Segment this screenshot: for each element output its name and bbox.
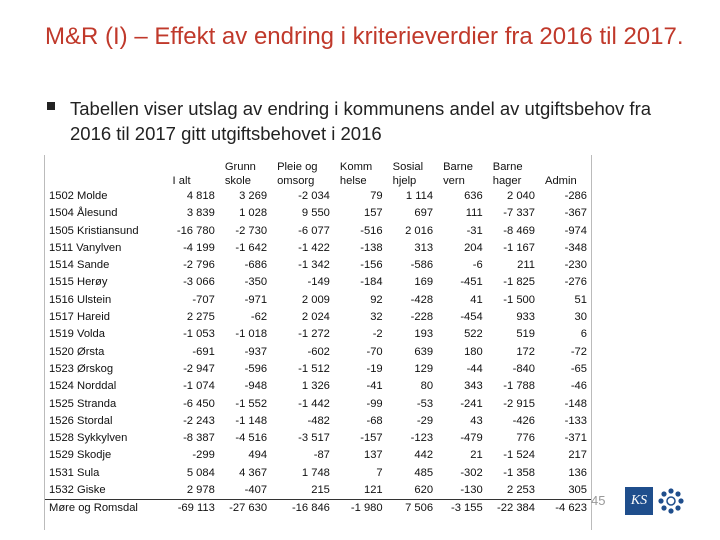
value-cell: 1 748: [301, 466, 330, 479]
value-cell: -1 788: [503, 380, 535, 393]
column-header-line1: Barne: [443, 161, 473, 173]
value-cell: -479: [460, 432, 483, 445]
value-cell: 4 818: [186, 190, 215, 202]
column-header-line2: skole: [224, 175, 251, 187]
value-cell: -948: [244, 380, 268, 393]
value-cell: -4 623: [539, 500, 591, 518]
value-cell: 639: [414, 345, 434, 358]
value-cell: -1 512: [298, 362, 330, 375]
municipality-name-cell: 1526 Stordal: [49, 414, 113, 427]
value-cell: 519: [516, 328, 535, 341]
value-cell: 776: [516, 432, 535, 445]
table-header-row: [45, 155, 591, 188]
value-cell: -1 980: [334, 500, 387, 518]
value-cell: -138: [360, 241, 383, 254]
value-cell: 30: [574, 311, 587, 324]
value-cell: 343: [464, 380, 483, 393]
value-cell: -16 780: [176, 224, 215, 237]
value-cell: -3 517: [298, 432, 330, 445]
column-header-line2: helse: [339, 175, 367, 187]
value-cell: -2 730: [235, 224, 268, 237]
municipality-name-cell: 1531 Sula: [49, 466, 100, 479]
bullet-point: [47, 96, 687, 146]
value-cell: -27 630: [219, 500, 271, 518]
value-cell: -276: [564, 276, 587, 289]
value-cell: 111: [465, 207, 483, 220]
column-header: [539, 155, 591, 188]
value-cell: -149: [307, 276, 330, 289]
value-cell: -454: [460, 311, 483, 324]
value-cell: 157: [363, 207, 383, 220]
value-cell: -2: [372, 328, 383, 341]
municipality-name-cell: 1523 Ørskog: [49, 362, 114, 375]
value-cell: 2 024: [301, 311, 330, 324]
table-row: [45, 430, 591, 447]
value-cell: -299: [192, 449, 215, 462]
value-cell: 21: [470, 449, 483, 462]
value-cell: -1 074: [183, 380, 215, 393]
municipality-name-cell: 1514 Sande: [49, 259, 110, 272]
value-cell: 1 114: [405, 190, 434, 202]
value-cell: -1 552: [235, 397, 268, 410]
value-cell: 211: [517, 259, 535, 272]
value-cell: -516: [360, 224, 383, 237]
value-cell: -1 500: [503, 293, 535, 306]
municipality-name-cell: 1529 Skodje: [49, 449, 112, 462]
value-cell: -53: [416, 397, 434, 410]
column-header-line1: Admin: [545, 175, 577, 187]
value-cell: 3 839: [186, 207, 215, 220]
table-row: [45, 344, 591, 361]
value-cell: -1 422: [298, 241, 330, 254]
column-header: [387, 155, 437, 188]
value-cell: -2 796: [183, 259, 215, 272]
value-cell: -123: [410, 432, 434, 445]
column-header: [437, 155, 487, 188]
column-header-line2: hjelp: [392, 175, 417, 187]
value-cell: -596: [244, 362, 268, 375]
column-header-line1: Barne: [492, 161, 523, 173]
value-cell: 204: [464, 241, 483, 254]
value-cell: 32: [370, 311, 383, 324]
value-cell: 2 253: [507, 484, 535, 497]
column-header: [334, 155, 387, 188]
municipality-name-cell: 1502 Molde: [49, 190, 108, 202]
value-cell: 136: [568, 466, 587, 479]
value-cell: -707: [192, 293, 215, 306]
value-cell: -371: [564, 432, 587, 445]
value-cell: -602: [307, 345, 330, 358]
column-header-line1: Pleie og: [277, 161, 318, 173]
value-cell: 80: [420, 380, 434, 393]
value-cell: -130: [460, 484, 483, 497]
column-header-line1: Komm: [339, 161, 373, 173]
table-row: [45, 326, 591, 343]
value-cell: 43: [470, 414, 483, 427]
column-header-line2: vern: [443, 175, 465, 187]
value-cell: -6: [472, 259, 483, 272]
value-cell: -230: [564, 259, 587, 272]
value-cell: -974: [564, 224, 587, 237]
value-cell: -3 066: [183, 276, 215, 289]
ks-logo-mark: KS: [625, 487, 653, 515]
value-cell: 697: [414, 207, 434, 220]
value-cell: -44: [466, 362, 483, 375]
table-row: [45, 274, 591, 291]
column-header: [487, 155, 539, 188]
value-cell: 4 367: [239, 466, 268, 479]
municipality-name-cell: 1511 Vanylven: [49, 241, 122, 254]
value-cell: 217: [568, 449, 587, 462]
table-row: [45, 447, 591, 464]
value-cell: -3 155: [437, 500, 487, 518]
value-cell: 121: [363, 484, 383, 497]
value-cell: -6 077: [298, 224, 330, 237]
value-cell: 1 028: [239, 207, 268, 220]
value-cell: -157: [360, 432, 383, 445]
value-cell: 2 275: [186, 311, 215, 324]
ks-logo: [625, 486, 691, 516]
square-bullet-icon: [47, 102, 55, 110]
column-header: [45, 155, 167, 188]
value-cell: -62: [250, 311, 268, 324]
value-cell: 172: [516, 345, 535, 358]
table-row: [45, 361, 591, 378]
value-cell: -971: [244, 293, 268, 306]
table-row: [45, 240, 591, 257]
value-cell: -691: [192, 345, 215, 358]
value-cell: -937: [244, 345, 268, 358]
value-cell: 2 978: [186, 484, 215, 497]
ks-emblem-icon: [657, 487, 685, 515]
value-cell: -70: [366, 345, 383, 358]
value-cell: -2 243: [183, 414, 215, 427]
value-cell: -482: [307, 414, 330, 427]
data-table: [45, 155, 591, 518]
value-cell: -586: [410, 259, 434, 272]
value-cell: -41: [366, 380, 383, 393]
municipality-name-cell: 1504 Ålesund: [49, 207, 118, 220]
value-cell: -31: [466, 224, 483, 237]
column-header-line1: Grunn: [224, 161, 256, 173]
value-cell: -407: [244, 484, 268, 497]
value-cell: 9 550: [301, 207, 330, 220]
value-cell: -2 034: [298, 190, 330, 202]
value-cell: 180: [464, 345, 483, 358]
value-cell: -228: [410, 311, 434, 324]
value-cell: -8 469: [503, 224, 535, 237]
table-row: [45, 396, 591, 413]
value-cell: 3 269: [239, 190, 268, 202]
value-cell: -156: [360, 259, 383, 272]
value-cell: 522: [464, 328, 483, 341]
municipality-name-cell: 1505 Kristiansund: [49, 224, 139, 237]
slide-title: M&R (I) – Effekt av endring i kriterieverdier fra 2016 til 2017.: [45, 23, 684, 50]
value-cell: -1 442: [298, 397, 330, 410]
value-cell: 494: [248, 449, 268, 462]
municipality-name-cell: 1520 Ørsta: [49, 345, 105, 358]
column-header-line2: omsorg: [277, 175, 315, 187]
value-cell: -1 642: [235, 241, 268, 254]
value-cell: -1 018: [235, 328, 268, 341]
value-cell: -7 337: [503, 207, 535, 220]
value-cell: 51: [574, 293, 587, 306]
table-row: [45, 223, 591, 240]
municipality-name-cell: Møre og Romsdal: [45, 500, 167, 518]
value-cell: -286: [564, 190, 587, 202]
column-header-line2: hager: [492, 175, 522, 187]
table-row: [45, 309, 591, 326]
value-cell: 7 506: [387, 500, 437, 518]
value-cell: -65: [570, 362, 587, 375]
value-cell: -2 947: [183, 362, 215, 375]
value-cell: 442: [414, 449, 434, 462]
value-cell: 7: [376, 466, 383, 479]
value-cell: 92: [370, 293, 383, 306]
value-cell: 137: [363, 449, 383, 462]
table-row: [45, 482, 591, 500]
value-cell: -1 358: [503, 466, 535, 479]
value-cell: -99: [366, 397, 383, 410]
bullet-text: Tabellen viser utslag av endring i kommunens andel av utgiftsbehov fra 2016 til 2017 gitt utgiftsbehovet i 2016: [70, 98, 652, 144]
municipality-name-cell: 1524 Norddal: [49, 380, 117, 393]
table-row: [45, 465, 591, 482]
value-cell: -1 167: [503, 241, 535, 254]
value-cell: -72: [570, 345, 587, 358]
table-row: [45, 378, 591, 395]
value-cell: -19: [366, 362, 383, 375]
column-header-line1: Sosial: [392, 161, 424, 173]
value-cell: -29: [416, 414, 434, 427]
value-cell: -451: [460, 276, 483, 289]
value-cell: 41: [470, 293, 483, 306]
value-cell: -348: [564, 241, 587, 254]
municipality-name-cell: 1528 Sykkylven: [49, 432, 128, 445]
table-row: [45, 292, 591, 309]
value-cell: 305: [568, 484, 587, 497]
value-cell: -241: [460, 397, 483, 410]
municipality-name-cell: 1525 Stranda: [49, 397, 117, 410]
table-total-row: [45, 500, 591, 518]
value-cell: 620: [414, 484, 434, 497]
value-cell: 169: [414, 276, 434, 289]
value-cell: -22 384: [487, 500, 539, 518]
value-cell: 933: [516, 311, 535, 324]
value-cell: -69 113: [167, 500, 219, 518]
value-cell: 636: [464, 190, 483, 202]
value-cell: 215: [311, 484, 330, 497]
table-row: [45, 257, 591, 274]
value-cell: -686: [244, 259, 268, 272]
value-cell: -1 272: [298, 328, 330, 341]
column-header-line1: I alt: [172, 175, 191, 187]
municipality-name-cell: 1516 Ulstein: [49, 293, 112, 306]
value-cell: 2 016: [405, 224, 434, 237]
value-cell: 1 326: [301, 380, 330, 393]
value-cell: -16 846: [271, 500, 334, 518]
column-header: [167, 155, 219, 188]
table-body: [45, 188, 591, 518]
value-cell: -1 524: [503, 449, 535, 462]
value-cell: -4 516: [235, 432, 268, 445]
value-cell: -6 450: [183, 397, 215, 410]
value-cell: -133: [564, 414, 587, 427]
value-cell: -1 825: [503, 276, 535, 289]
value-cell: -2 915: [503, 397, 535, 410]
value-cell: -46: [570, 380, 587, 393]
value-cell: -1 053: [183, 328, 215, 341]
column-header: [271, 155, 334, 188]
value-cell: -428: [410, 293, 434, 306]
value-cell: -4 199: [183, 241, 215, 254]
value-cell: -1 342: [298, 259, 330, 272]
value-cell: -148: [564, 397, 587, 410]
value-cell: 313: [414, 241, 434, 254]
municipality-name-cell: 1519 Volda: [49, 328, 105, 341]
value-cell: -184: [360, 276, 383, 289]
value-cell: -367: [564, 207, 587, 220]
value-cell: 129: [414, 362, 434, 375]
table-row: [45, 205, 591, 222]
table-row: [45, 188, 591, 205]
data-table-container: [44, 155, 592, 530]
municipality-name-cell: 1532 Giske: [49, 484, 106, 497]
municipality-name-cell: 1515 Herøy: [49, 276, 108, 289]
column-header: [219, 155, 271, 188]
value-cell: 193: [414, 328, 434, 341]
value-cell: 79: [370, 190, 383, 202]
value-cell: -68: [366, 414, 383, 427]
value-cell: 485: [414, 466, 434, 479]
value-cell: -1 148: [235, 414, 268, 427]
value-cell: -87: [313, 449, 330, 462]
value-cell: 5 084: [186, 466, 215, 479]
value-cell: 6: [580, 328, 587, 341]
value-cell: -8 387: [183, 432, 215, 445]
table-row: [45, 413, 591, 430]
municipality-name-cell: 1517 Hareid: [49, 311, 110, 324]
value-cell: -840: [512, 362, 535, 375]
value-cell: -350: [244, 276, 268, 289]
value-cell: -426: [512, 414, 535, 427]
value-cell: 2 040: [507, 190, 535, 202]
value-cell: -302: [460, 466, 483, 479]
page-number: 45: [591, 493, 606, 508]
value-cell: 2 009: [301, 293, 330, 306]
